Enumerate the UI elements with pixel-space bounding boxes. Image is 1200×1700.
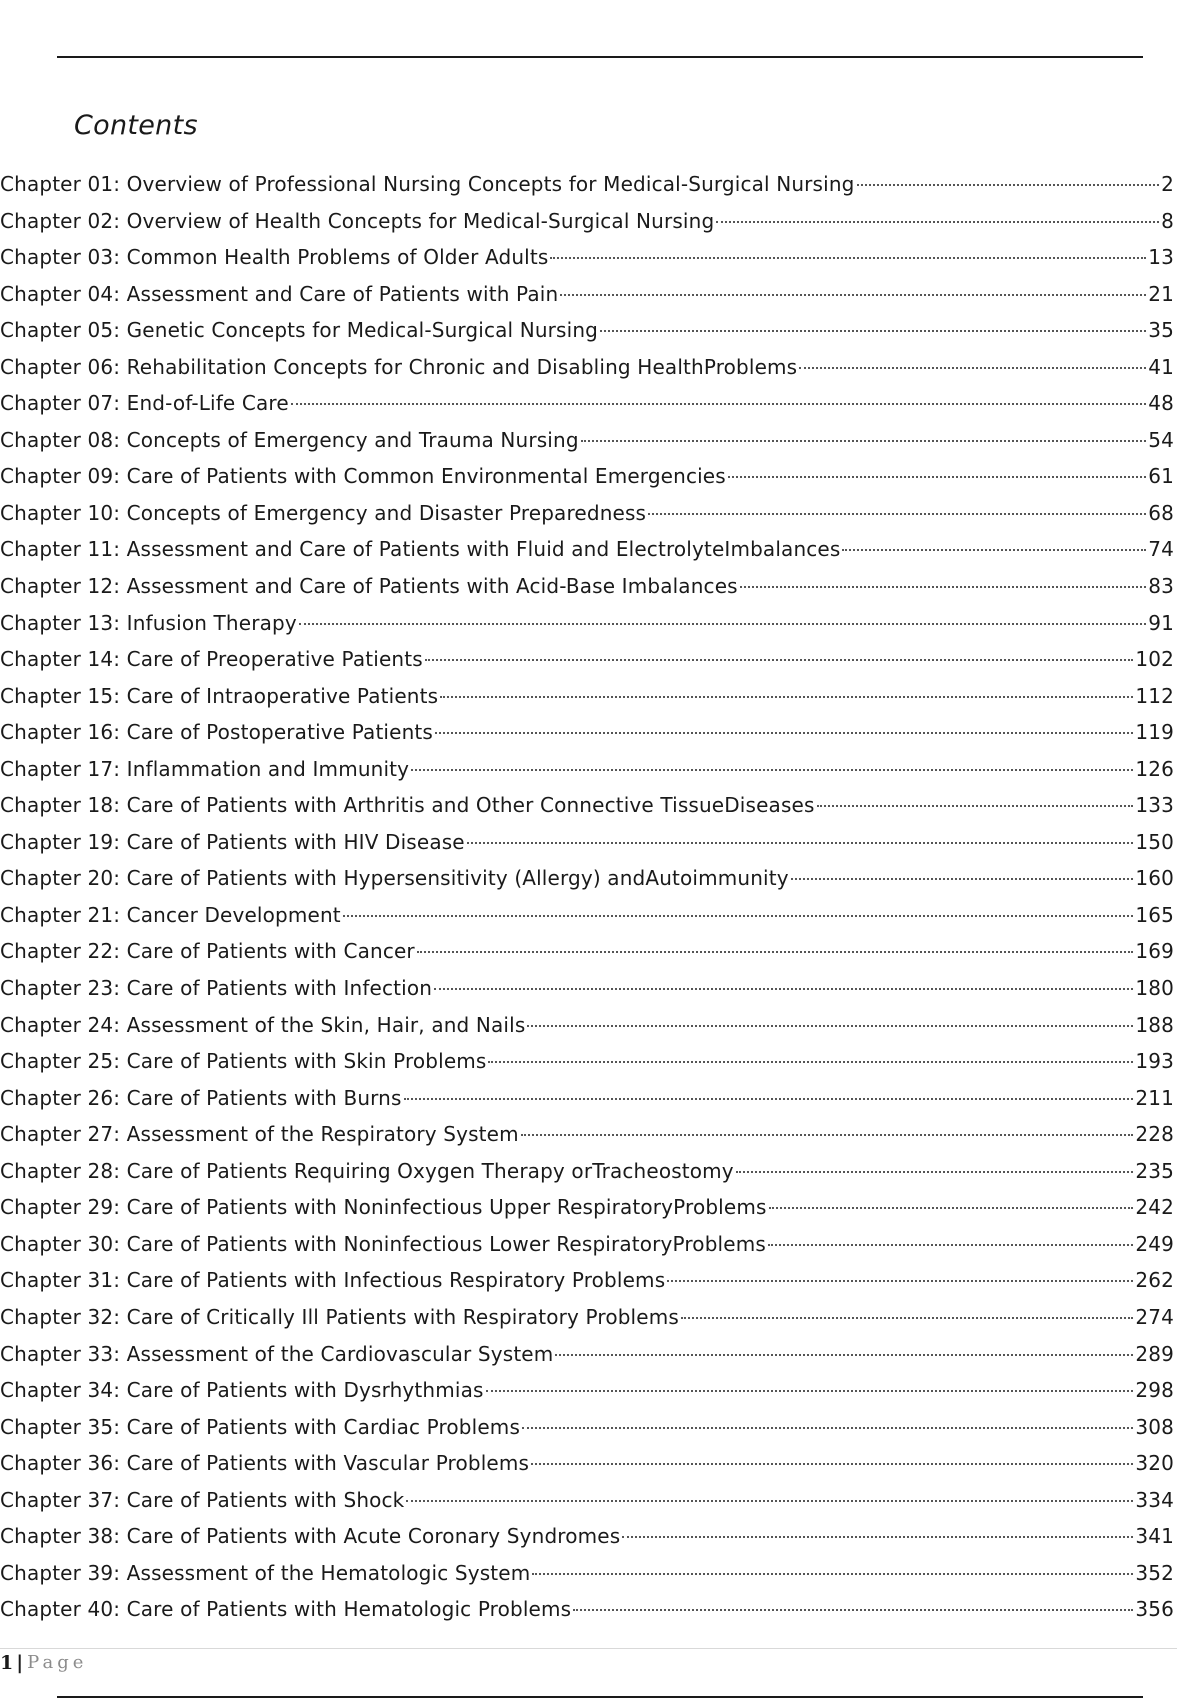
toc-dot-leader (736, 1171, 1134, 1173)
toc-entry-page: 193 (1135, 1049, 1174, 1074)
toc-dot-leader (857, 184, 1160, 186)
toc-dot-leader (532, 1573, 1133, 1575)
toc-dot-leader (560, 294, 1146, 296)
toc-entry[interactable] (0, 1482, 1174, 1519)
toc-dot-leader (488, 1061, 1133, 1063)
toc-dot-leader (681, 1317, 1133, 1319)
toc-dot-leader (581, 440, 1147, 442)
toc-entry-page: 188 (1135, 1012, 1174, 1037)
toc-entry[interactable] (0, 349, 1174, 386)
toc-entry-label: Chapter 09: Care of Patients with Common Environmental Emergencies (0, 464, 726, 489)
toc-entry[interactable] (0, 897, 1174, 934)
toc-entry-label: Chapter 17: Inflammation and Immunity (0, 756, 410, 781)
toc-entry-page: 334 (1135, 1487, 1174, 1512)
toc-entry[interactable] (0, 824, 1174, 861)
toc-dot-leader (531, 1463, 1133, 1465)
toc-dot-leader (648, 513, 1146, 515)
toc-entry[interactable] (0, 495, 1174, 532)
header-rule (57, 56, 1143, 58)
toc-dot-leader (791, 878, 1134, 880)
toc-entry[interactable] (0, 166, 1174, 203)
toc-dot-leader (740, 586, 1147, 588)
toc-dot-leader (435, 732, 1133, 734)
toc-dot-leader (434, 988, 1133, 990)
toc-entry-page: 341 (1135, 1524, 1174, 1549)
toc-dot-leader (417, 951, 1134, 953)
toc-entry[interactable] (0, 1262, 1174, 1299)
toc-entry-page: 169 (1135, 939, 1174, 964)
toc-dot-leader (769, 1207, 1134, 1209)
toc-entry-page: 150 (1135, 829, 1174, 854)
page-footer (0, 1650, 87, 1676)
toc-entry-page: 21 (1148, 281, 1174, 306)
toc-entry-page: 298 (1135, 1378, 1174, 1403)
toc-entry-page: 249 (1135, 1231, 1174, 1256)
toc-entry[interactable] (0, 787, 1174, 824)
toc-entry-page: 211 (1135, 1085, 1174, 1110)
toc-entry[interactable] (0, 1445, 1174, 1482)
toc-entry-page: 41 (1148, 354, 1174, 379)
toc-entry-page: 160 (1135, 866, 1174, 891)
toc-entry-page: 61 (1148, 464, 1174, 489)
toc-entry-page: 8 (1161, 208, 1174, 233)
toc-entry-label: Chapter 18: Care of Patients with Arthritis and Other Connective TissueDiseases (0, 793, 815, 818)
toc-entry-label: Chapter 11: Assessment and Care of Patients with Fluid and ElectrolyteImbalances (0, 537, 841, 562)
footer-separator: | (16, 1652, 24, 1674)
toc-dot-leader (486, 1390, 1134, 1392)
toc-entry-label: Chapter 26: Care of Patients with Burns (0, 1085, 402, 1110)
toc-entry-label: Chapter 20: Care of Patients with Hypersensitivity (Allergy) andAutoimmunity (0, 866, 789, 891)
toc-entry[interactable] (0, 568, 1174, 605)
toc-entry-label: Chapter 08: Concepts of Emergency and Trauma Nursing (0, 427, 579, 452)
toc-entry[interactable] (0, 1299, 1174, 1336)
toc-entry[interactable] (0, 422, 1174, 459)
toc-entry-label: Chapter 24: Assessment of the Skin, Hair, and Nails (0, 1012, 526, 1037)
toc-dot-leader (768, 1244, 1133, 1246)
toc-entry-page: 180 (1135, 976, 1174, 1001)
toc-entry-label: Chapter 05: Genetic Concepts for Medical-Surgical Nursing (0, 318, 599, 343)
toc-entry-label: Chapter 25: Care of Patients with Skin Problems (0, 1049, 487, 1074)
toc-dot-leader (622, 1536, 1133, 1538)
toc-entry-label: Chapter 33: Assessment of the Cardiovascular System (0, 1341, 554, 1366)
toc-entry[interactable] (0, 239, 1174, 276)
toc-entry-page: 112 (1135, 683, 1174, 708)
toc-entry-page: 289 (1135, 1341, 1174, 1366)
toc-dot-leader (425, 659, 1134, 661)
toc-dot-leader (522, 1427, 1133, 1429)
toc-entry-page: 83 (1148, 574, 1174, 599)
toc-entry-label: Chapter 34: Care of Patients with Dysrhythmias (0, 1378, 484, 1403)
toc-entry[interactable] (0, 751, 1174, 788)
toc-list (0, 166, 1174, 1628)
toc-entry-label: Chapter 31: Care of Patients with Infectious Respiratory Problems (0, 1268, 666, 1293)
toc-entry-page: 35 (1148, 318, 1174, 343)
toc-dot-leader (406, 1500, 1133, 1502)
toc-entry[interactable] (0, 1043, 1174, 1080)
toc-entry-page: 308 (1135, 1414, 1174, 1439)
toc-entry[interactable] (0, 1153, 1174, 1190)
toc-dot-leader (799, 367, 1146, 369)
toc-dot-leader (521, 1134, 1134, 1136)
toc-entry-page: 320 (1135, 1451, 1174, 1476)
toc-entry-page: 48 (1148, 391, 1174, 416)
toc-entry[interactable] (0, 714, 1174, 751)
toc-entry-label: Chapter 39: Assessment of the Hematologic System (0, 1560, 531, 1585)
toc-entry-label: Chapter 12: Assessment and Care of Patients with Acid-Base Imbalances (0, 574, 738, 599)
footer-rule (57, 1696, 1143, 1698)
toc-entry-label: Chapter 13: Infusion Therapy (0, 610, 297, 635)
toc-entry[interactable] (0, 531, 1174, 568)
toc-entry[interactable] (0, 1409, 1174, 1446)
toc-entry-label: Chapter 14: Care of Preoperative Patients (0, 647, 423, 672)
toc-entry[interactable] (0, 605, 1174, 642)
toc-dot-leader (842, 549, 1146, 551)
toc-entry-label: Chapter 03: Common Health Problems of Older Adults (0, 245, 549, 270)
toc-entry[interactable] (0, 1591, 1174, 1628)
toc-dot-leader (728, 476, 1146, 478)
toc-entry[interactable] (0, 1336, 1174, 1373)
toc-entry[interactable] (0, 1116, 1174, 1153)
toc-entry-label: Chapter 10: Concepts of Emergency and Disaster Preparedness (0, 500, 647, 525)
toc-entry-label: Chapter 22: Care of Patients with Cancer (0, 939, 415, 964)
toc-entry-label: Chapter 28: Care of Patients Requiring Oxygen Therapy orTracheostomy (0, 1158, 734, 1183)
toc-title: Contents (74, 110, 198, 141)
toc-entry[interactable] (0, 1372, 1174, 1409)
toc-entry-page: 102 (1135, 647, 1174, 672)
toc-entry-page: 242 (1135, 1195, 1174, 1220)
toc-entry-label: Chapter 35: Care of Patients with Cardiac Problems (0, 1414, 521, 1439)
toc-entry-label: Chapter 37: Care of Patients with Shock (0, 1487, 405, 1512)
toc-dot-leader (411, 769, 1133, 771)
toc-entry[interactable] (0, 860, 1174, 897)
toc-entry-page: 352 (1135, 1560, 1174, 1585)
toc-dot-leader (343, 915, 1134, 917)
toc-entry[interactable] (0, 276, 1174, 313)
toc-entry-page: 274 (1135, 1304, 1174, 1329)
toc-dot-leader (573, 1609, 1133, 1611)
toc-entry-page: 54 (1148, 427, 1174, 452)
toc-entry[interactable] (0, 1007, 1174, 1044)
toc-entry-page: 68 (1148, 500, 1174, 525)
toc-entry-label: Chapter 27: Assessment of the Respiratory System (0, 1122, 519, 1147)
toc-entry-label: Chapter 30: Care of Patients with Noninfectious Lower RespiratoryProblems (0, 1231, 766, 1256)
toc-entry[interactable] (0, 1555, 1174, 1592)
toc-dot-leader (600, 330, 1146, 332)
toc-entry-label: Chapter 02: Overview of Health Concepts for Medical-Surgical Nursing (0, 208, 715, 233)
toc-entry-page: 74 (1148, 537, 1174, 562)
footer-page-label: Page (27, 1652, 88, 1673)
toc-entry[interactable] (0, 312, 1174, 349)
toc-entry-label: Chapter 23: Care of Patients with Infection (0, 976, 433, 1001)
toc-entry[interactable] (0, 203, 1174, 240)
toc-entry-label: Chapter 32: Care of Critically Ill Patients with Respiratory Problems (0, 1304, 679, 1329)
toc-entry-label: Chapter 06: Rehabilitation Concepts for Chronic and Disabling HealthProblems (0, 354, 798, 379)
toc-entry[interactable] (0, 641, 1174, 678)
toc-entry-label: Chapter 16: Care of Postoperative Patients (0, 720, 433, 745)
footer-divider (0, 1648, 1177, 1649)
toc-entry-label: Chapter 01: Overview of Professional Nursing Concepts for Medical-Surgical Nursing (0, 172, 855, 196)
toc-entry-label: Chapter 21: Cancer Development (0, 902, 341, 927)
toc-entry[interactable] (0, 1226, 1174, 1263)
toc-entry-page: 133 (1135, 793, 1174, 818)
toc-dot-leader (299, 623, 1146, 625)
toc-entry-label: Chapter 07: End-of-Life Care (0, 391, 289, 416)
toc-entry-page: 165 (1135, 902, 1174, 927)
footer-page-number: 1 (0, 1652, 14, 1674)
toc-entry[interactable] (0, 678, 1174, 715)
toc-entry-label: Chapter 15: Care of Intraoperative Patients (0, 683, 439, 708)
toc-dot-leader (527, 1025, 1133, 1027)
toc-entry-label: Chapter 29: Care of Patients with Noninfectious Upper RespiratoryProblems (0, 1195, 767, 1220)
toc-entry[interactable] (0, 970, 1174, 1007)
toc-entry-page: 126 (1135, 756, 1174, 781)
toc-entry-page: 119 (1135, 720, 1174, 745)
toc-entry[interactable] (0, 1518, 1174, 1555)
toc-dot-leader (550, 257, 1146, 259)
toc-entry-label: Chapter 36: Care of Patients with Vascular Problems (0, 1451, 530, 1476)
toc-dot-leader (291, 403, 1146, 405)
toc-dot-leader (716, 221, 1159, 223)
toc-entry-page: 235 (1135, 1158, 1174, 1183)
toc-entry-page: 91 (1148, 610, 1174, 635)
toc-entry-label: Chapter 38: Care of Patients with Acute Coronary Syndromes (0, 1524, 621, 1549)
toc-entry[interactable] (0, 458, 1174, 495)
toc-entry[interactable] (0, 1080, 1174, 1117)
toc-entry-label: Chapter 19: Care of Patients with HIV Disease (0, 829, 465, 854)
toc-entry-page: 13 (1148, 245, 1174, 270)
toc-dot-leader (440, 696, 1133, 698)
toc-dot-leader (555, 1354, 1133, 1356)
toc-dot-leader (467, 842, 1134, 844)
toc-entry[interactable] (0, 385, 1174, 422)
toc-entry-label: Chapter 04: Assessment and Care of Patients with Pain (0, 281, 559, 306)
toc-entry-label: Chapter 40: Care of Patients with Hematologic Problems (0, 1597, 572, 1622)
toc-dot-leader (817, 805, 1134, 807)
toc-entry-page: 228 (1135, 1122, 1174, 1147)
toc-entry-page: 2 (1161, 172, 1174, 196)
toc-entry-page: 356 (1135, 1597, 1174, 1622)
toc-dot-leader (667, 1280, 1133, 1282)
toc-entry[interactable] (0, 933, 1174, 970)
toc-entry[interactable] (0, 1189, 1174, 1226)
toc-entry-page: 262 (1135, 1268, 1174, 1293)
toc-dot-leader (404, 1098, 1134, 1100)
